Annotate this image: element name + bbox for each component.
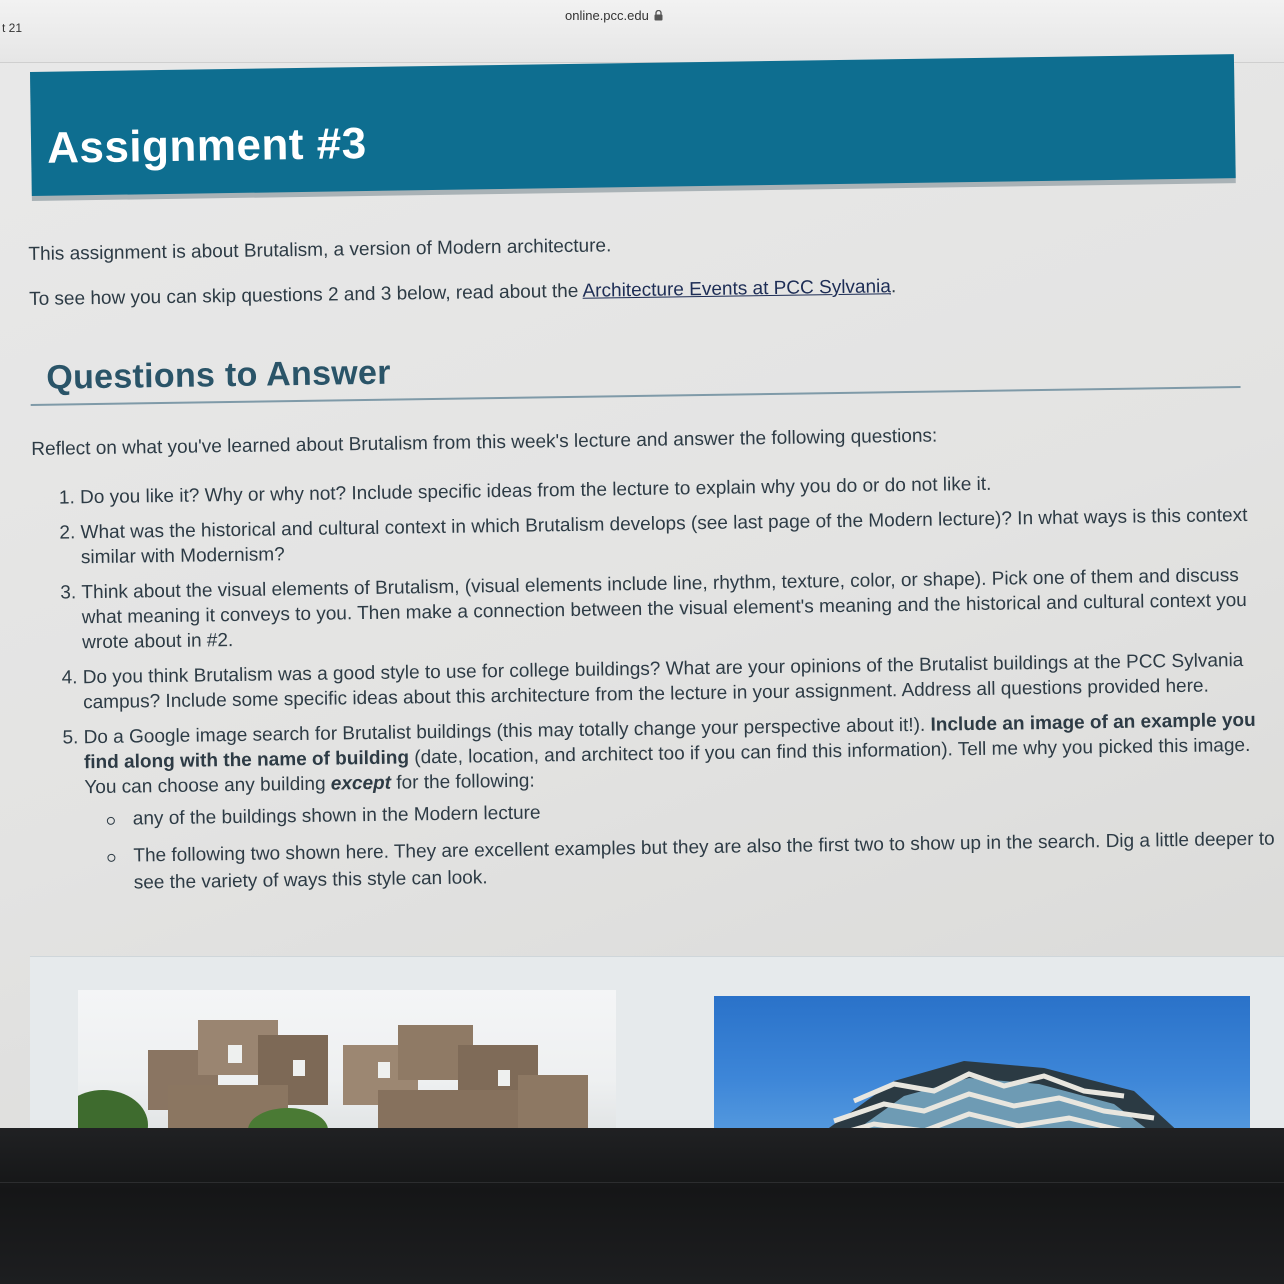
habitat-building-image [78, 990, 616, 1130]
address-bar[interactable] [565, 8, 663, 23]
assignment-banner [30, 54, 1236, 196]
questions-list [32, 467, 1284, 907]
question-item [83, 707, 1284, 897]
question-item [83, 647, 1284, 715]
architecture-events-link[interactable]: Architecture Events at PCC Sylvania [582, 276, 892, 302]
q5-text: Do a Google image search for Brutalist buildings (this may totally change your perspective about it!). [83, 714, 931, 749]
geisel-library-image [714, 996, 1250, 1130]
url-text: online.pcc.edu [565, 8, 649, 23]
exclusion-item [133, 788, 1284, 832]
q5-text-3: for the following: [390, 770, 535, 794]
device-bezel [0, 1128, 1284, 1284]
question-text: Do you think Brutalism was a good style to use for college buildings? What are your opinions of the Brutalist buildings at the PCC Sylvania campus? Include some specific ideas about this architecture from the lecture in your assignment. Address all questions provided here. [82, 650, 1244, 714]
question-text: Do you like it? Why or why not? Include specific ideas from the lecture to explain why you do or do not like it. [79, 473, 992, 509]
assignment-content [28, 206, 1275, 894]
q5-bold-text: Include an image of an example you find along with the name of building [83, 709, 1256, 774]
question-item [80, 502, 1281, 570]
skip-text-after: . [890, 276, 897, 298]
exclusion-item [133, 825, 1284, 896]
question-text: Think about the visual elements of Brutalism, (visual elements include line, rhythm, texture, color, or shape). Pick one of them and discuss what meaning it conveys to you. Then make a connection between the visual element's meaning and the historical and cultural context you wrote about in #2. [81, 565, 1247, 654]
q5-text-2: (date, location, and architect too if you can find this information). Tell me why you picked this image. You can choose any building [84, 734, 1251, 799]
bullet-icon [107, 817, 115, 825]
exclusion-text: The following two shown here. They are excellent examples but they are also the first two to show up in the search. Dig a little deeper to see the variety of ways this style can look. [133, 828, 1275, 894]
exclusion-text: any of the buildings shown in the Modern lecture [132, 802, 541, 830]
stacked-blocks-illustration [78, 990, 616, 1130]
section-heading: Questions to Answer [46, 353, 392, 397]
question-item [81, 562, 1282, 655]
library-illustration [714, 996, 1250, 1130]
browser-top-bar [0, 0, 1284, 63]
status-time: t 21 [2, 21, 23, 35]
page-title: Assignment #3 [46, 119, 367, 173]
intro-text: This assignment is about Brutalism, a version of Modern architecture. [28, 235, 612, 265]
skip-text-before: To see how you can skip questions 2 and 3 below, read about the [28, 280, 583, 310]
bezel-edge [0, 1182, 1284, 1183]
exclusions-list [85, 788, 1284, 897]
lock-icon [654, 10, 663, 21]
bullet-icon [107, 854, 115, 862]
question-text: What was the historical and cultural context in which Brutalism develops (see last page of the Modern lecture)? In what ways is this context similar with Modernism? [80, 504, 1248, 569]
q5-italic-except: except [330, 772, 392, 795]
reflect-instructions: Reflect on what you've learned about Brutalism from this week's lecture and answer the following questions: [31, 425, 938, 460]
question-item [80, 467, 1280, 510]
skip-questions-text [29, 276, 896, 311]
